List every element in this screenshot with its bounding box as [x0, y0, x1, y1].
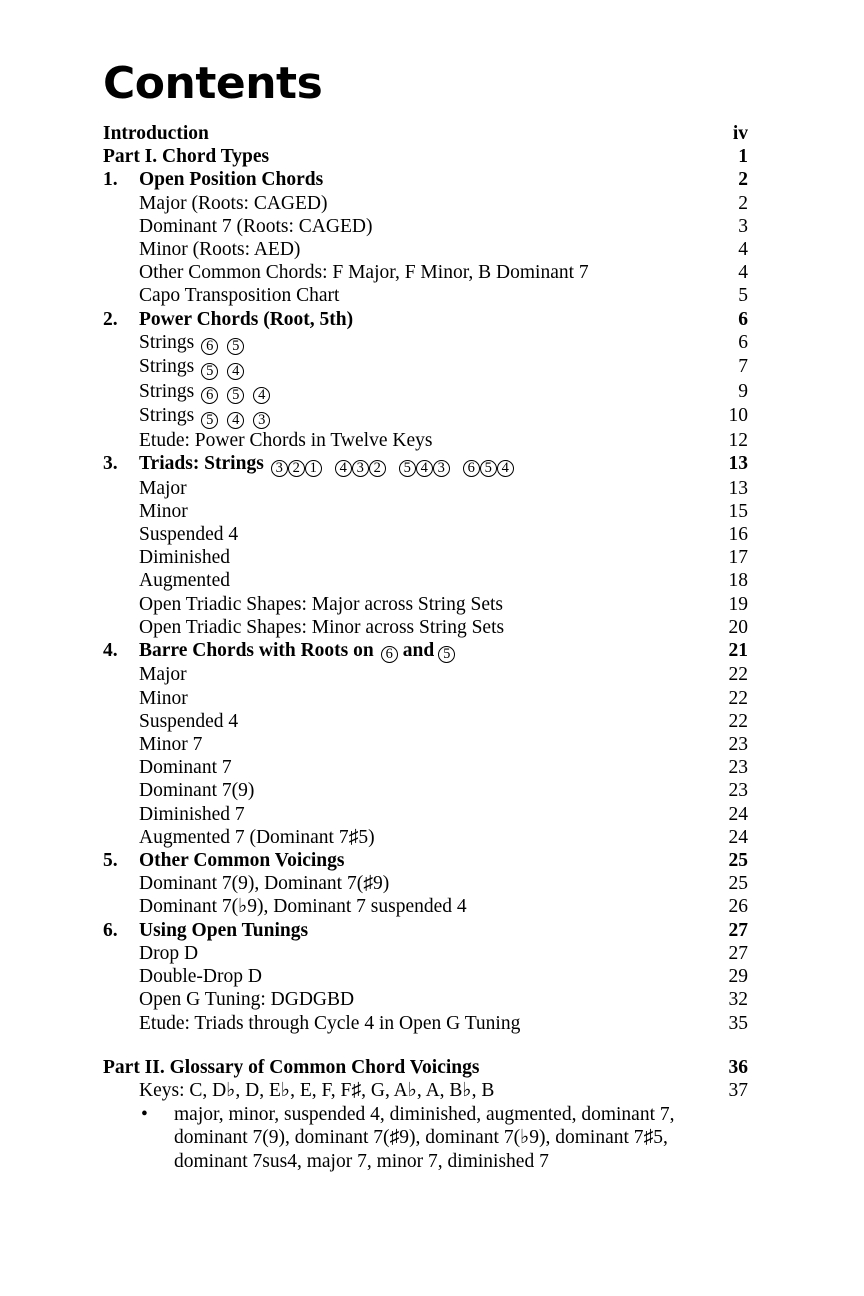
page-number: 4 [738, 239, 748, 261]
string-number-circle: 1 [305, 460, 322, 477]
toc-entry-text: Minor [139, 687, 188, 709]
page-number: 9 [738, 380, 748, 402]
toc-entry[interactable] [103, 168, 748, 191]
string-set-group [335, 452, 386, 477]
toc-entry-text: Suspended 4 [139, 710, 239, 732]
page-number: 35 [728, 1012, 748, 1034]
chapter-number: 4. [103, 639, 118, 661]
toc-entry[interactable] [103, 849, 748, 872]
chapter-number: 3. [103, 453, 118, 475]
string-number-circle: 5 [227, 338, 244, 355]
page-number: 20 [728, 616, 748, 638]
toc-entry-text: Minor [139, 500, 188, 522]
string-number-circle: 3 [433, 460, 450, 477]
toc-entry-text: Keys: C, D♭, D, E♭, E, F, F♯, G, A♭, A, B♭, B [139, 1079, 495, 1101]
toc-entry-label [103, 710, 708, 733]
string-set-group [463, 452, 514, 477]
toc-entry-label [103, 593, 708, 616]
toc-entry-label [103, 616, 708, 639]
toc-entry-label [103, 687, 708, 710]
toc-entry-text: Dominant 7(9), Dominant 7(♯9) [139, 873, 390, 895]
toc-entry-label [139, 168, 708, 191]
toc-entry-label [103, 733, 708, 756]
toc-entry-label [103, 238, 708, 261]
string-number-circle: 2 [288, 460, 305, 477]
toc-entry-text: Other Common Voicings [139, 850, 345, 872]
toc-entry-text: Introduction [103, 123, 209, 144]
toc-entry-label [103, 756, 708, 779]
toc-entry-label [103, 380, 708, 405]
string-number-circle: 4 [335, 460, 352, 477]
page-number: 2 [738, 169, 748, 191]
toc-entry[interactable] [103, 404, 748, 429]
toc-entry[interactable] [103, 284, 748, 307]
page-number: 10 [728, 405, 748, 427]
toc-entry-label [103, 192, 708, 215]
string-set-group [271, 452, 322, 477]
toc-entry-label [139, 308, 708, 331]
toc-entry-text: Part I. Chord Types [103, 146, 270, 168]
page-number: 3 [738, 215, 748, 237]
toc-entry-label [103, 988, 708, 1011]
string-set-group [399, 452, 450, 477]
page-number: 13 [728, 477, 748, 499]
toc-entry-label [139, 639, 708, 664]
page-number: 22 [728, 664, 748, 686]
toc-entry-label [139, 452, 708, 477]
toc-entry-text: Suspended 4 [139, 523, 239, 545]
chapter-number: 1. [103, 169, 118, 191]
toc-entry[interactable] [103, 942, 748, 965]
string-number-circle: 5 [201, 412, 218, 429]
toc-entry-text: Power Chords (Root, 5th) [139, 308, 354, 330]
string-number-circle: 6 [201, 338, 218, 355]
toc-entry[interactable] [103, 826, 748, 849]
toc-entry[interactable] [103, 122, 748, 145]
page-number: 37 [728, 1079, 748, 1101]
toc-entry[interactable] [103, 965, 748, 988]
toc-entry-label [103, 145, 708, 168]
toc-entry-text: Open Position Chords [139, 169, 324, 191]
page-title: Contents [103, 58, 323, 109]
toc-entry[interactable] [103, 523, 748, 546]
toc-entry-label [103, 261, 708, 284]
toc-entry-text: Open Triadic Shapes: Major across String Sets [139, 593, 503, 615]
toc-entry[interactable] [103, 1056, 748, 1079]
page-number: 23 [728, 734, 748, 756]
page-number: 6 [738, 331, 748, 353]
page-number: 17 [728, 547, 748, 569]
toc-entry-text: Strings [139, 356, 195, 378]
chapter-number: 6. [103, 919, 118, 941]
toc-entry-label [103, 429, 708, 452]
toc-entry-text: Minor (Roots: AED) [139, 239, 301, 261]
toc-entry-label [139, 849, 708, 872]
toc-entry[interactable] [103, 639, 748, 664]
toc-entry-text: Triads: Strings [139, 453, 264, 475]
toc-entry-text: Open G Tuning: DGDGBD [139, 989, 355, 1011]
toc-entry-label [103, 331, 708, 356]
toc-list [103, 122, 748, 1102]
toc-entry-text-tail: and [402, 639, 435, 661]
toc-entry-text: Major [139, 477, 187, 499]
toc-entry-label [103, 355, 708, 380]
page-number: 24 [728, 826, 748, 848]
toc-entry-text: Major (Roots: CAGED) [139, 192, 328, 214]
page-number: 2 [738, 192, 748, 214]
toc-entry-text: Using Open Tunings [139, 919, 309, 941]
string-number-circle: 5 [399, 460, 416, 477]
toc-entry-text: Augmented 7 (Dominant 7♯5) [139, 826, 375, 848]
toc-entry[interactable] [103, 872, 748, 895]
string-number-circle: 2 [369, 460, 386, 477]
toc-entry[interactable] [103, 710, 748, 733]
toc-entry[interactable] [103, 380, 748, 405]
toc-entry[interactable] [103, 733, 748, 756]
toc-entry-label [103, 546, 708, 569]
toc-entry-text: Strings [139, 380, 195, 402]
toc-entry-label [103, 663, 708, 686]
toc-entry[interactable] [103, 616, 748, 639]
toc-entry-label [103, 1012, 708, 1035]
page-number: 24 [728, 803, 748, 825]
toc-entry-text: Capo Transposition Chart [139, 285, 340, 307]
toc-entry-label [103, 779, 708, 802]
page-number: 18 [728, 570, 748, 592]
toc-entry[interactable] [103, 803, 748, 826]
page-number: 19 [728, 593, 748, 615]
string-number-circle: 4 [227, 412, 244, 429]
toc-entry-text: Major [139, 664, 187, 686]
page-number: 25 [728, 873, 748, 895]
toc-entry-text: Dominant 7 [139, 757, 232, 779]
toc-entry-text: Other Common Chords: F Major, F Minor, B Dominant 7 [139, 262, 589, 284]
page-number: 27 [728, 919, 748, 941]
page-number: 36 [728, 1056, 748, 1078]
toc-entry[interactable] [103, 145, 748, 168]
page-number: 13 [728, 453, 748, 475]
toc-entry-text: Open Triadic Shapes: Minor across String Sets [139, 616, 505, 638]
glossary-bullet-item [103, 1103, 748, 1173]
toc-entry-label [103, 872, 708, 895]
toc-entry[interactable] [103, 500, 748, 523]
toc-entry[interactable] [103, 988, 748, 1011]
toc-entry-label [103, 523, 708, 546]
string-number-circle: 5 [480, 460, 497, 477]
page-number: iv [732, 123, 748, 144]
string-number-circle: 5 [438, 646, 455, 663]
page-number: 15 [728, 500, 748, 522]
toc-entry-text: Minor 7 [139, 734, 203, 756]
toc-entry[interactable] [103, 1012, 748, 1035]
toc-entry-text: Double-Drop D [139, 966, 262, 988]
toc-entry-label [103, 122, 708, 145]
page-number: 25 [728, 850, 748, 872]
toc-entry-label [103, 477, 708, 500]
page-number: 29 [728, 966, 748, 988]
string-number-circle: 3 [253, 412, 270, 429]
toc-entry-text: Dominant 7 (Roots: CAGED) [139, 215, 373, 237]
toc-entry-text: Etude: Power Chords in Twelve Keys [139, 429, 433, 451]
toc-entry-text: Etude: Triads through Cycle 4 in Open G Tuning [139, 1012, 521, 1034]
toc-entry-text: Diminished [139, 547, 230, 569]
page-number: 23 [728, 757, 748, 779]
chapter-number: 5. [103, 850, 118, 872]
toc-entry-label [103, 965, 708, 988]
toc-entry[interactable] [103, 569, 748, 592]
toc-entry[interactable] [103, 192, 748, 215]
toc-entry-label [103, 569, 708, 592]
toc-entry-label [103, 1079, 708, 1102]
toc-entry[interactable] [103, 663, 748, 686]
string-number-circle: 3 [271, 460, 288, 477]
toc-entry[interactable] [103, 331, 748, 356]
toc-entry[interactable] [103, 215, 748, 238]
toc-entry-label [103, 215, 708, 238]
toc-entry[interactable] [103, 1079, 748, 1102]
page-number: 16 [728, 523, 748, 545]
string-number-circle: 4 [497, 460, 514, 477]
string-number-circle: 5 [201, 363, 218, 380]
toc-entry-label [103, 826, 708, 849]
page-number: 22 [728, 687, 748, 709]
toc-entry-label [139, 919, 708, 942]
toc-entry[interactable] [103, 546, 748, 569]
bullet-text: major, minor, suspended 4, diminished, augmented, dominant 7, dominant 7(9), dominant 7(♯9), dominant 7(♭9), dominant 7♯5, dominant 7sus4, major 7, minor 7, diminished 7 [174, 1104, 675, 1172]
page-number: 12 [728, 429, 748, 451]
chapter-number: 2. [103, 308, 118, 330]
toc-entry[interactable] [103, 355, 748, 380]
page-number: 21 [728, 639, 748, 661]
page-number: 4 [738, 262, 748, 284]
toc-entry[interactable] [103, 756, 748, 779]
toc-entry-label [103, 284, 708, 307]
toc-entry[interactable] [103, 308, 748, 331]
toc-entry[interactable] [103, 895, 748, 918]
toc-entry[interactable] [103, 429, 748, 452]
page-number: 5 [738, 285, 748, 307]
toc-entry-label [103, 404, 708, 429]
string-number-circle: 6 [381, 646, 398, 663]
string-number-circle: 5 [227, 387, 244, 404]
toc-entry[interactable] [103, 238, 748, 261]
toc-entry-text: Drop D [139, 942, 199, 964]
toc-entry[interactable] [103, 452, 748, 477]
toc-entry-text: Dominant 7(♭9), Dominant 7 suspended 4 [139, 896, 467, 918]
page-number: 26 [728, 896, 748, 918]
section-spacer [103, 1035, 748, 1056]
toc-entry-text: Dominant 7(9) [139, 780, 255, 802]
string-number-circle: 4 [253, 387, 270, 404]
page-number: 27 [728, 942, 748, 964]
page-number: 6 [738, 308, 748, 330]
page-number: 7 [738, 356, 748, 378]
toc-entry-text: Part II. Glossary of Common Chord Voicings [103, 1056, 480, 1078]
bullet-icon: • [141, 1104, 148, 1126]
toc-entry-label [103, 803, 708, 826]
toc-page [103, 0, 748, 1173]
toc-entry-text: Strings [139, 405, 195, 427]
toc-entry-text: Diminished 7 [139, 803, 245, 825]
string-number-circle: 6 [201, 387, 218, 404]
string-number-circle: 4 [227, 363, 244, 380]
page-number: 22 [728, 710, 748, 732]
toc-entry-label [103, 942, 708, 965]
toc-entry[interactable] [103, 261, 748, 284]
page-number: 23 [728, 780, 748, 802]
string-number-circle: 6 [463, 460, 480, 477]
string-number-circle: 3 [352, 460, 369, 477]
toc-entry-label [103, 895, 708, 918]
toc-entry[interactable] [103, 477, 748, 500]
toc-entry-text: Augmented [139, 570, 230, 592]
page-number: 32 [728, 989, 748, 1011]
toc-entry[interactable] [103, 687, 748, 710]
toc-entry[interactable] [103, 919, 748, 942]
page-number: 1 [738, 146, 748, 168]
toc-entry[interactable] [103, 593, 748, 616]
string-number-circle: 4 [416, 460, 433, 477]
toc-entry-text: Barre Chords with Roots on [139, 639, 374, 661]
toc-entry-label [103, 1056, 708, 1079]
toc-entry[interactable] [103, 779, 748, 802]
toc-entry-label [103, 500, 708, 523]
toc-entry-text: Strings [139, 331, 195, 353]
